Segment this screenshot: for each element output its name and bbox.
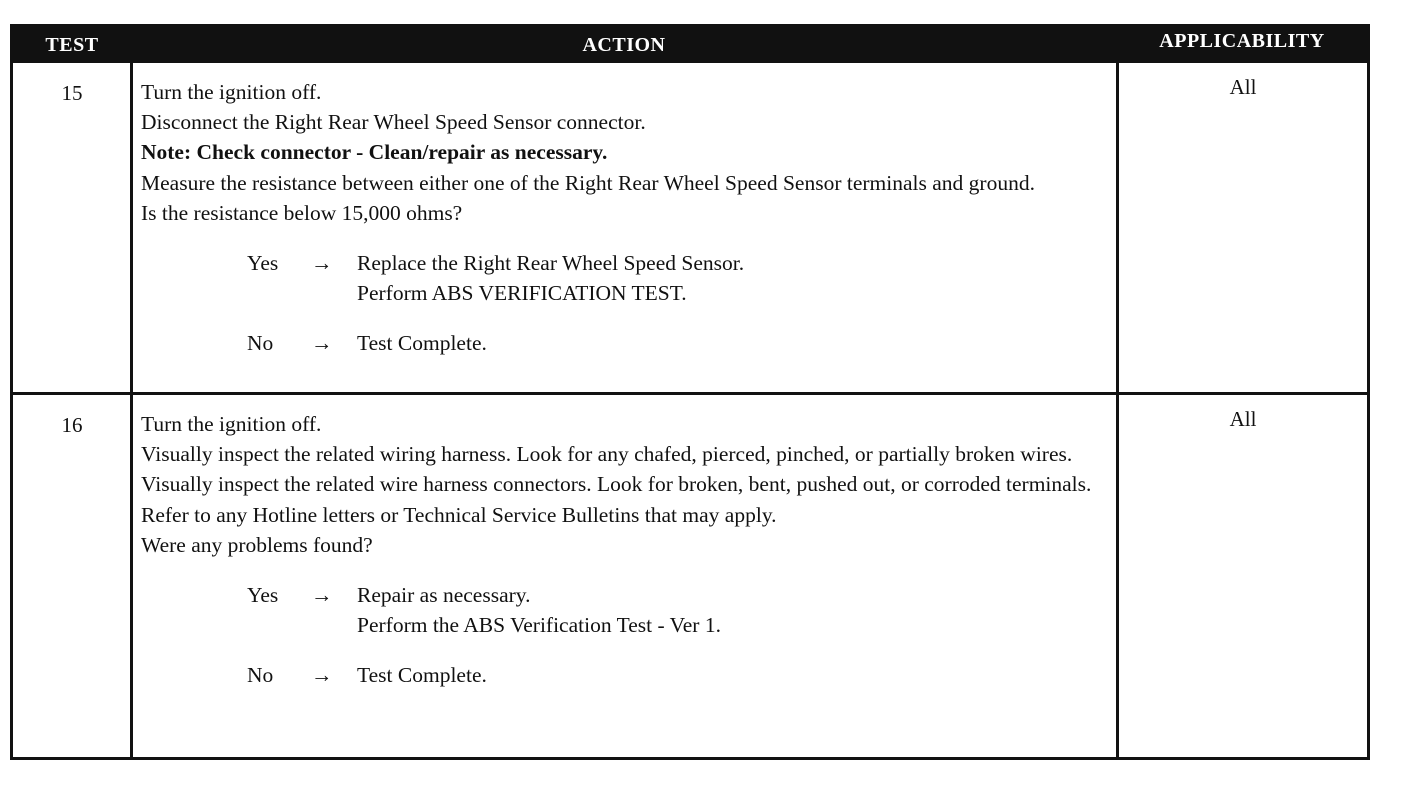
yes-label: Yes bbox=[247, 251, 279, 276]
action-step: Turn the ignition off. bbox=[141, 412, 322, 436]
action-step: Disconnect the Right Rear Wheel Speed Sensor connector. bbox=[141, 110, 646, 135]
action-cell bbox=[141, 77, 1109, 358]
yes-branch bbox=[247, 580, 1109, 640]
yes-label: Yes bbox=[247, 583, 279, 608]
result-line: Repair as necessary. bbox=[357, 583, 531, 608]
yes-branch bbox=[247, 248, 1109, 308]
arrow-icon: → bbox=[311, 583, 333, 608]
header-action: ACTION bbox=[582, 34, 666, 56]
table-row-15 bbox=[13, 63, 1367, 395]
action-cell bbox=[141, 409, 1109, 690]
no-label: No bbox=[247, 663, 274, 688]
header-test: TEST bbox=[45, 34, 99, 56]
result-line: Test Complete. bbox=[357, 331, 487, 356]
arrow-icon: → bbox=[311, 663, 333, 688]
action-question: Were any problems found? bbox=[141, 532, 373, 557]
header-applicability: APPLICABILITY bbox=[1159, 30, 1325, 52]
result-line: Perform ABS VERIFICATION TEST. bbox=[357, 281, 687, 306]
yes-results bbox=[357, 580, 1109, 640]
no-results bbox=[357, 660, 1109, 690]
test-number: 15 bbox=[61, 81, 83, 105]
action-step: Turn the ignition off. bbox=[141, 80, 322, 104]
no-label: No bbox=[247, 331, 274, 356]
action-step: Refer to any Hotline letters or Technical Service Bulletins that may apply. bbox=[141, 502, 777, 527]
no-branch bbox=[247, 660, 1109, 690]
arrow-icon: → bbox=[311, 331, 333, 356]
applicability-value: All bbox=[1229, 75, 1257, 99]
no-branch bbox=[247, 328, 1109, 358]
action-step: Visually inspect the related wire harness connectors. Look for broken, bent, pushed out, or corroded terminals. bbox=[141, 472, 1092, 497]
result-line: Perform the ABS Verification Test - Ver 1. bbox=[357, 613, 721, 638]
action-note: Note: Check connector - Clean/repair as necessary. bbox=[141, 140, 608, 165]
table-row-16 bbox=[13, 395, 1367, 757]
action-step: Visually inspect the related wiring harness. Look for any chafed, pierced, pinched, or partially broken wires. bbox=[141, 442, 1073, 467]
applicability-value: All bbox=[1229, 407, 1257, 431]
test-number: 16 bbox=[61, 413, 83, 437]
action-step: Measure the resistance between either one of the Right Rear Wheel Speed Sensor terminals and ground. bbox=[141, 170, 1035, 195]
result-line: Test Complete. bbox=[357, 663, 487, 688]
diagnostic-table bbox=[10, 24, 1370, 760]
table-header bbox=[13, 27, 1367, 63]
yes-results bbox=[357, 248, 1109, 308]
result-line: Replace the Right Rear Wheel Speed Sensor. bbox=[357, 251, 745, 276]
arrow-icon: → bbox=[311, 251, 333, 276]
no-results bbox=[357, 328, 1109, 358]
action-question: Is the resistance below 15,000 ohms? bbox=[141, 200, 463, 225]
